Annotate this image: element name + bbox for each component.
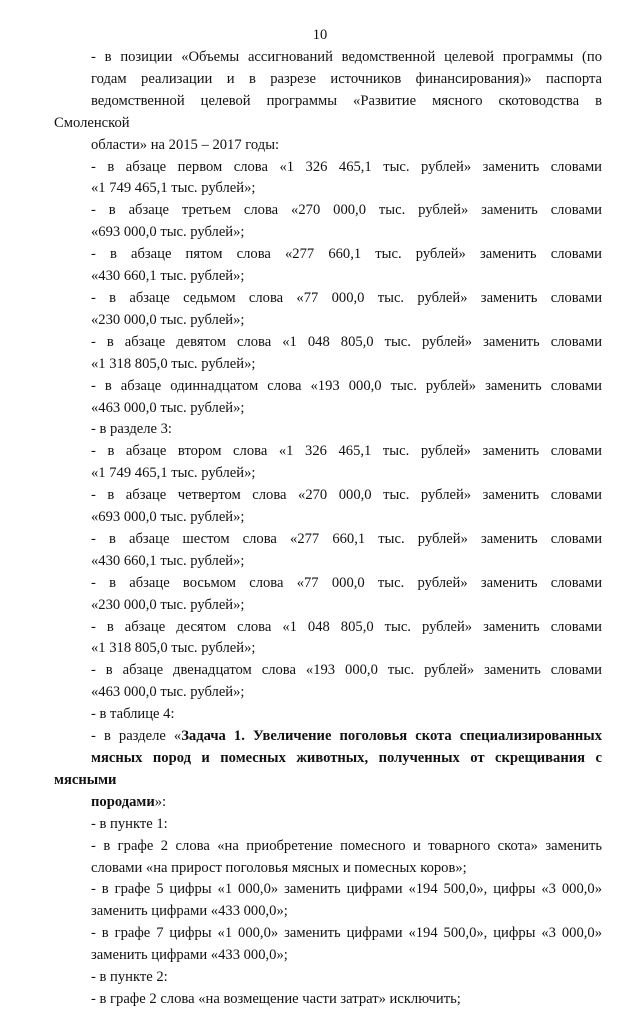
text-line: - в абзаце третьем слова «270 000,0 тыс. рублей» заменить словами [91,202,602,219]
paragraph [54,376,602,420]
text-line: - в графе 5 цифры «1 000,0» заменить цифрами «194 500,0», цифры «3 000,0» [91,881,602,898]
text-line: области» на 2015 – 2017 годы: [91,136,280,153]
text-line: - в разделе 3: [91,421,172,438]
section-title: породами [91,793,155,810]
text-line: годам реализации и в разрезе источников финансирования)» паспорта [91,70,602,87]
paragraph [54,485,602,529]
paragraph [54,244,602,288]
text-line: - в графе 2 слова «на приобретение помесного и товарного скота» заменить [91,837,602,854]
text-line: ведомственной целевой программы «Развитие мясного скотоводства в Смоленской [54,92,602,131]
text-line: - в пункте 2: [91,969,168,986]
paragraph [54,157,602,201]
paragraph [54,660,602,704]
text-line [54,726,602,748]
paragraph [54,288,602,332]
text-line: - в абзаце четвертом слова «270 000,0 тыс. рублей» заменить словами [91,487,602,504]
text-line: «463 000,0 тыс. рублей»; [91,684,245,701]
text-line: - в абзаце шестом слова «277 660,1 тыс. рублей» заменить словами [91,530,602,547]
paragraph [54,441,602,485]
text-line: «463 000,0 тыс. рублей»; [91,399,245,416]
paragraph [54,704,602,726]
paragraph [54,923,602,967]
text-line: «693 000,0 тыс. рублей»; [91,509,245,526]
paragraph [54,989,602,1011]
text-line: - в позиции «Объемы ассигнований ведомственной целевой программы (по [91,49,602,65]
text-line: «430 660,1 тыс. рублей»; [91,268,245,285]
text-line: «1 318 805,0 тыс. рублей»; [91,640,256,657]
text-line: - в абзаце одиннадцатом слова «193 000,0 тыс. рублей» заменить словами [91,377,602,394]
document-body [54,47,602,1011]
paragraph [54,726,602,814]
text-line: «230 000,0 тыс. рублей»; [91,311,245,328]
text-line: - в пункте 1: [91,815,168,832]
text-line: - в графе 7 цифры «1 000,0» заменить цифрами «194 500,0», цифры «3 000,0» [91,925,602,942]
text-line [54,792,602,814]
text-line: - в абзаце десятом слова «1 048 805,0 тыс. рублей» заменить словами [91,618,602,635]
text-line: - в абзаце первом слова «1 326 465,1 тыс. рублей» заменить словами [91,158,602,175]
text-line: «1 749 465,1 тыс. рублей»; [91,465,256,482]
paragraph [54,419,602,441]
text-line: - в абзаце пятом слова «277 660,1 тыс. рублей» заменить словами [91,246,602,263]
section-prefix: - в разделе « [91,728,182,745]
paragraph [54,879,602,923]
text-line: заменить цифрами «433 000,0»; [91,947,288,964]
text-line: - в таблице 4: [91,706,175,723]
text-line: - в абзаце восьмом слова «77 000,0 тыс. рублей» заменить словами [91,574,602,591]
paragraph [54,47,602,157]
text-line: «1 318 805,0 тыс. рублей»; [91,355,256,372]
text-line: словами «на прирост поголовья мясных и помесных коров»; [91,859,467,876]
text-line: - в абзаце втором слова «1 326 465,1 тыс. рублей» заменить словами [91,443,602,460]
paragraph [54,332,602,376]
paragraph [54,814,602,836]
text-line: - в абзаце седьмом слова «77 000,0 тыс. рублей» заменить словами [91,289,602,306]
paragraph [54,529,602,573]
text-line: «430 660,1 тыс. рублей»; [91,552,245,569]
text-line: «230 000,0 тыс. рублей»; [91,596,245,613]
text-line: заменить цифрами «433 000,0»; [91,903,288,920]
text-line: - в абзаце двенадцатом слова «193 000,0 тыс. рублей» заменить словами [91,662,602,679]
text-line: - в графе 2 слова «на возмещение части затрат» исключить; [91,990,461,1007]
paragraph [54,836,602,880]
page-number: 10 [312,27,328,43]
text-line: «1 749 465,1 тыс. рублей»; [91,180,256,197]
text-line: - в абзаце девятом слова «1 048 805,0 тыс. рублей» заменить словами [91,333,602,350]
section-suffix: »: [154,793,167,810]
text-line [54,748,602,792]
paragraph [54,573,602,617]
text-line: «693 000,0 тыс. рублей»; [91,224,245,241]
section-title: Задача 1. Увеличение поголовья скота специализированных [181,728,603,745]
paragraph [54,200,602,244]
paragraph [54,967,602,989]
paragraph [54,617,602,661]
section-title: мясных пород и помесных животных, полученных от скрещивания с мясными [54,750,602,788]
